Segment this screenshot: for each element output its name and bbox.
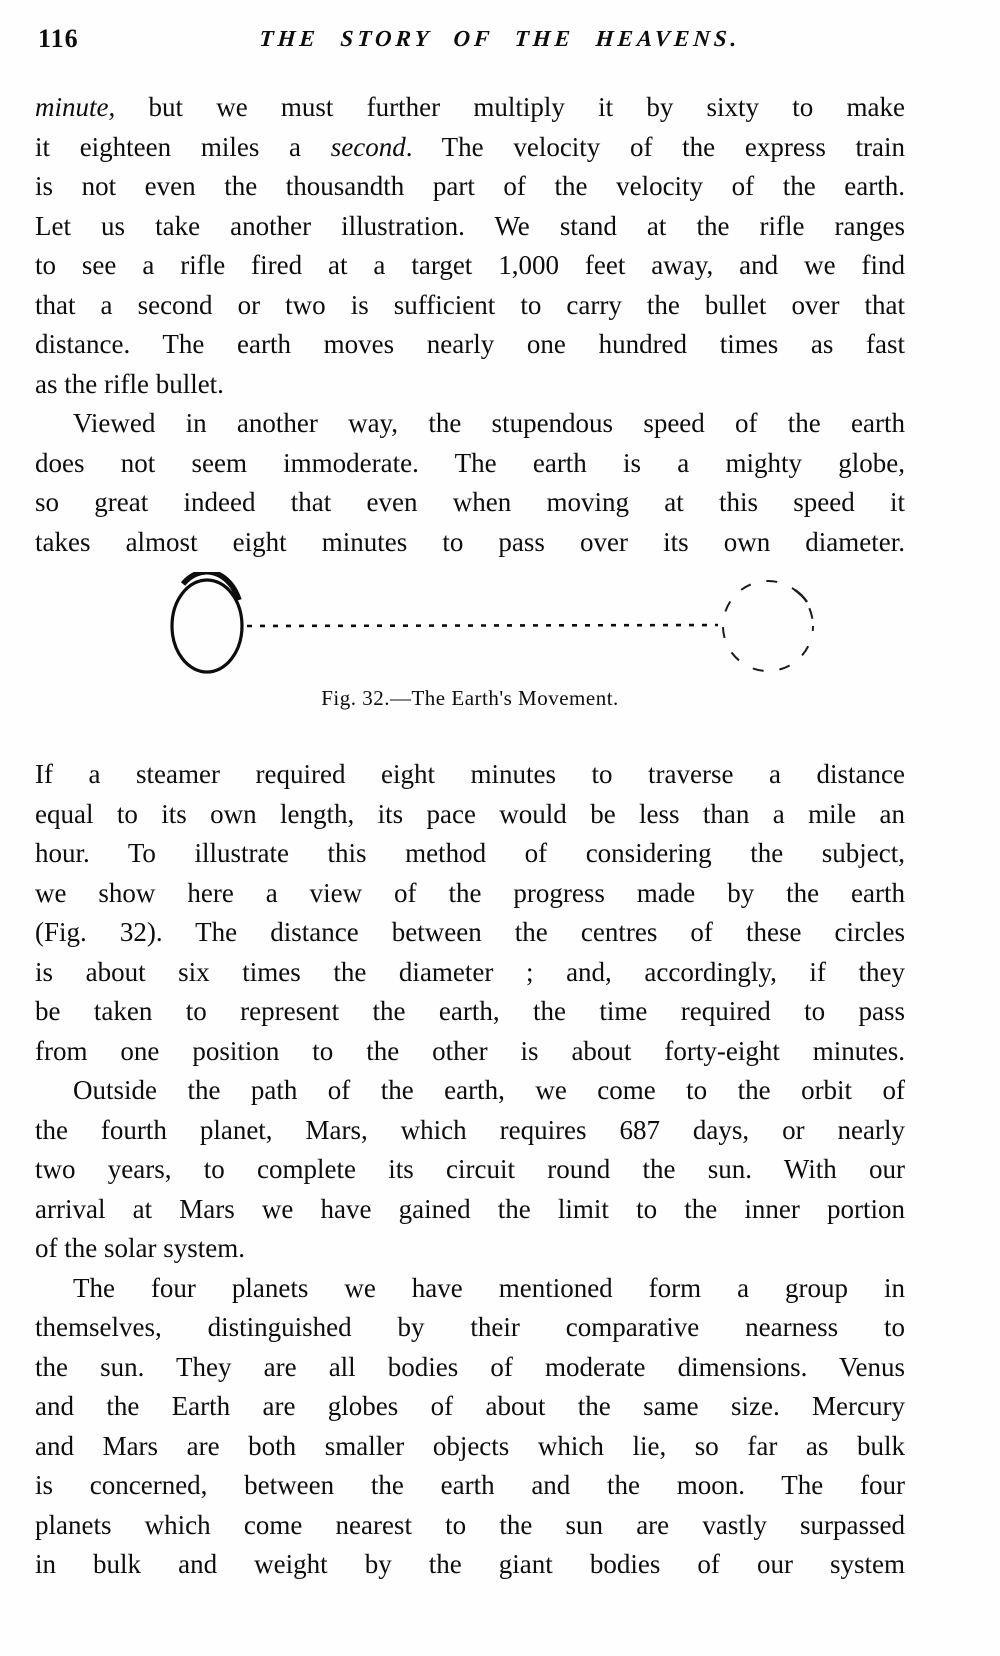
text-segment: it eighteen miles a xyxy=(35,131,331,162)
text-line: as the rifle bullet. xyxy=(35,368,224,399)
text-line: is not even the thousandth part of the velocity of the earth. xyxy=(35,171,905,201)
text-line: we show here a view of the progress made by the earth xyxy=(35,877,905,908)
text-line xyxy=(35,88,905,128)
text-line: equal to its own length, its pace would be less than a mile an xyxy=(35,798,905,829)
text-line: Outside the path of the earth, we come to the orbit of xyxy=(73,1075,905,1105)
figure-drawing xyxy=(35,572,905,684)
paragraph xyxy=(35,755,905,1071)
text-line: If a steamer required eight minutes to traverse a distance xyxy=(35,759,905,789)
text-line: so great indeed that even when moving at this speed it xyxy=(35,487,905,517)
earth-end-circle-stroke xyxy=(795,590,807,602)
text-line: is about six times the diameter ; and, accordingly, if they xyxy=(35,956,905,987)
text-line: hour. To illustrate this method of considering the subject, xyxy=(35,838,905,868)
text-line: two years, to complete its circuit round the sun. With our xyxy=(35,1154,905,1184)
italic-word: minute, xyxy=(35,92,116,122)
text-line: the fourth planet, Mars, which requires 687 days, or nearly xyxy=(35,1114,905,1145)
text-column xyxy=(35,88,905,1585)
text-line: The four planets we have mentioned form a group in xyxy=(73,1272,905,1303)
text-line: distance. The earth moves nearly one hundred times as fast xyxy=(35,329,905,359)
text-segment: but we must further multiply it by sixty to make xyxy=(115,92,905,122)
text-line: planets which come nearest to the sun are vastly surpassed xyxy=(35,1509,905,1540)
text-line: that a second or two is sufficient to carry the bullet over that xyxy=(35,289,905,320)
running-title: THE STORY OF THE HEAVENS. xyxy=(258,26,742,51)
text-line: does not seem immoderate. The earth is a mighty globe, xyxy=(35,447,905,478)
text-line: be taken to represent the earth, the time required to pass xyxy=(35,996,905,1026)
text-line xyxy=(35,128,905,168)
text-line: Let us take another illustration. We stand at the rifle ranges xyxy=(35,210,905,241)
text-line: arrival at Mars we have gained the limit to the inner portion xyxy=(35,1193,905,1224)
text-line: Viewed in another way, the stupendous speed of the earth xyxy=(73,408,905,438)
text-line: takes almost eight minutes to pass over its own diameter. xyxy=(35,526,905,557)
figure-caption: Fig. 32.—The Earth's Movement. xyxy=(321,686,619,710)
page-number: 116 xyxy=(38,24,79,53)
text-line: themselves, distinguished by their comparative nearness to xyxy=(35,1312,905,1342)
paragraph xyxy=(35,88,905,404)
paragraph xyxy=(35,1269,905,1585)
text-line: and Mars are both smaller objects which lie, so far as bulk xyxy=(35,1430,905,1461)
text-line: from one position to the other is about forty-eight minutes. xyxy=(35,1035,905,1066)
page-header xyxy=(0,0,1000,60)
text-line: is concerned, between the earth and the moon. The four xyxy=(35,1470,905,1500)
italic-word: second xyxy=(330,131,406,162)
earth-start-circle xyxy=(172,580,242,672)
text-line: and the Earth are globes of about the same size. Mercury xyxy=(35,1391,905,1421)
text-segment: . The velocity of the express train xyxy=(405,131,906,162)
text-line: (Fig. 32). The distance between the centres of these circles xyxy=(35,917,905,947)
text-line: in bulk and weight by the giant bodies of our system xyxy=(35,1549,905,1579)
text-line: of the solar system. xyxy=(35,1233,245,1263)
dotted-path-line xyxy=(247,625,718,626)
figure-earth-movement xyxy=(35,572,905,711)
paragraph xyxy=(35,404,905,562)
text-line: the sun. They are all bodies of moderate dimensions. Venus xyxy=(35,1351,905,1382)
text-line: to see a rifle fired at a target 1,000 feet away, and we find xyxy=(35,250,905,280)
paragraph xyxy=(35,1071,905,1269)
